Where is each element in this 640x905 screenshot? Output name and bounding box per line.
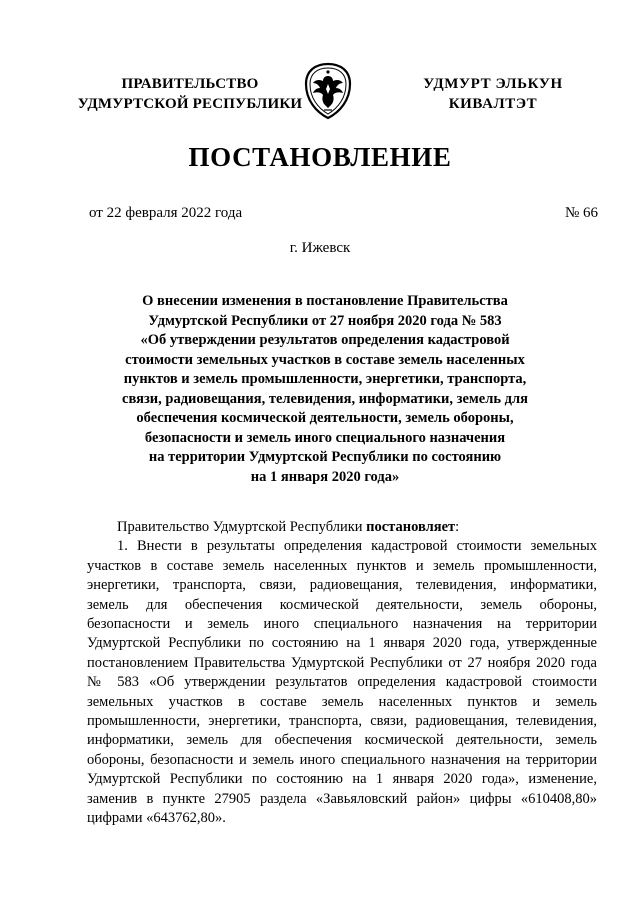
paragraph-line: заменив в пункте 27905 раздела «Завьяловский район» цифры «610408,80» — [87, 790, 597, 807]
subject-line: обеспечения космической деятельности, земель обороны, — [136, 410, 514, 426]
paragraph-line: энергетики, транспорта, связи, радиовещания, телевидения, информатики, — [87, 577, 597, 594]
document-city: г. Ижевск — [289, 240, 351, 256]
issuer-line: УДМУРТ ЭЛЬКУН — [423, 76, 563, 92]
paragraph-line: информатики, земель для обеспечения космической деятельности, земель — [87, 732, 597, 749]
issuer-name-udmurt — [408, 74, 578, 114]
intro-verb: постановляет — [366, 519, 456, 535]
subject-line: «Об утверждении результатов определения кадастровой — [140, 332, 510, 348]
document-body — [87, 518, 597, 829]
issuer-line: ПРАВИТЕЛЬСТВО — [121, 76, 259, 92]
paragraph-line: 1. Внести в результаты определения кадастровой стоимости земельных — [117, 538, 597, 555]
intro-text: Правительство Удмуртской Республики — [117, 519, 367, 535]
issuer-name-russian — [60, 74, 320, 114]
subject-line: на территории Удмуртской Республики по состоянию — [148, 449, 502, 465]
subject-line: стоимости земельных участков в составе земель населенных — [125, 351, 525, 368]
paragraph-line: земельных участков в составе земель населенных пунктов и земель — [87, 693, 597, 710]
paragraph-line: обороны, безопасности и земель иного специального назначения на территории — [87, 751, 597, 768]
intro-colon: : — [455, 519, 460, 535]
subject-line: О внесении изменения в постановление Правительства — [142, 293, 508, 309]
paragraph-1 — [87, 537, 597, 828]
document-number: № 66 — [564, 205, 598, 221]
paragraph-line: безопасности и земель иного специального назначения на территории — [87, 616, 597, 633]
subject-line: безопасности и земель иного специального назначения — [144, 429, 506, 446]
document-date: от 22 февраля 2022 года — [89, 205, 243, 221]
issuer-line: УДМУРТСКОЙ РЕСПУБЛИКИ — [77, 96, 303, 112]
subject-line: связи, радиовещания, телевидения, информатики, земель для — [122, 390, 528, 407]
subject-line: пунктов и земель промышленности, энергетики, транспорта, — [123, 371, 527, 387]
resolution-intro — [87, 518, 597, 537]
paragraph-line: Удмуртской Республики по состоянию на 1 января 2020 года», изменение, — [87, 771, 597, 788]
document-subject — [80, 292, 570, 487]
paragraph-line: № 583 «Об утверждении результатов определения кадастровой стоимости — [87, 674, 597, 691]
paragraph-line: Удмуртской Республики по состоянию на 1 января 2020 года, утвержденные — [87, 635, 597, 652]
paragraph-line: цифрами «643762,80». — [87, 810, 226, 827]
subject-line: на 1 января 2020 года» — [250, 468, 400, 485]
issuer-line: КИВАЛТЭТ — [448, 96, 538, 112]
coat-of-arms-icon — [301, 62, 355, 120]
paragraph-line: промышленности, энергетики, транспорта, связи, радиовещания, телевидения, — [87, 713, 597, 730]
document-title: ПОСТАНОВЛЕНИЕ — [188, 142, 452, 172]
subject-line: Удмуртской Республики от 27 ноября 2020 года № 583 — [148, 312, 502, 329]
paragraph-line: земель для обеспечения космической деятельности, земель обороны, — [87, 596, 597, 613]
paragraph-line: участков в составе земель населенных пунктов и земель промышленности, — [87, 557, 597, 574]
paragraph-line: постановлением Правительства Удмуртской Республики от 27 ноября 2020 года — [87, 654, 597, 671]
